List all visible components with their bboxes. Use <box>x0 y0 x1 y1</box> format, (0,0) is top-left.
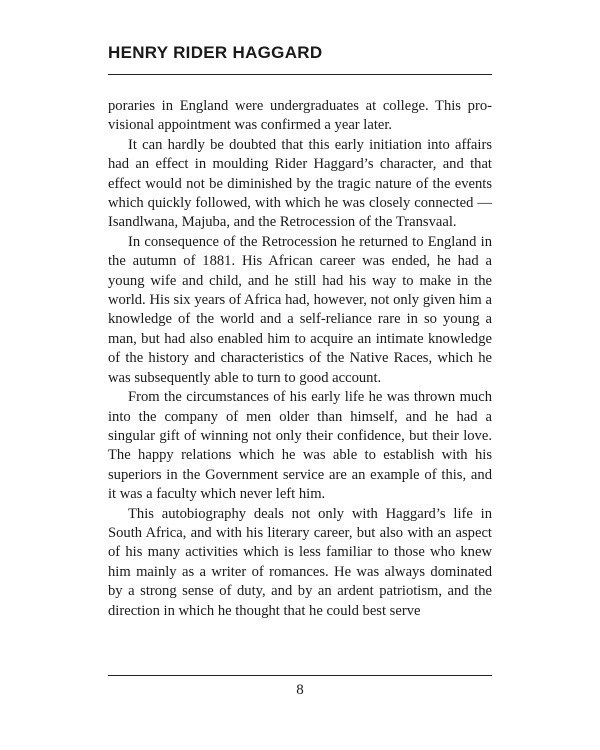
footer-rule <box>108 675 492 676</box>
paragraph-4: From the circumstances of his early life he was thrown much into the company of men older than himself, and he had a singular gift of winning not only their confidence, but their love. The happy relations which he was able to establish with his superiors in the Government service are an example of this, and it was a faculty which never left him. <box>108 389 492 503</box>
page-footer <box>108 675 492 699</box>
paragraph-1: poraries in England were undergraduates at college. This provisional appointment was confirmed a year later. <box>108 98 492 134</box>
paragraph-3: In consequence of the Retrocession he returned to England in the autumn of 1881. His African career was ended, he had a young wife and child, and he still had his way to make in the world. His six years of Africa had, however, not only given him a knowledge of the world and a self-reliance rare in so young a man, but had also enabled him to acquire an intimate knowledge of the history and characteristics of the Native Races, which he was subsequently able to turn to good account. <box>108 233 492 386</box>
paragraph-5: This autobiography deals not only with Haggard’s life in South Africa, and with his literary career, but also with an aspect of his many activities which is less familiar to those who knew him mainly as a writer of romances. He was always dominated by a strong sense of duty, and by an ardent patriotism, and the direction in which he thought that he could best serve <box>108 505 492 619</box>
paragraph-2: It can hardly be doubted that this early initiation into affairs had an effect in moulding Rider Haggard’s character, and that effect would not be diminished by the tragic nature of the events which quickly followed, with which he was closely connected — Isandlwana, Majuba, and the Retrocession of the Transvaal. <box>108 136 492 231</box>
header-rule <box>108 74 492 75</box>
page-content <box>108 40 492 621</box>
running-title: HENRY RIDER HAGGARD <box>108 43 323 62</box>
body-text <box>108 97 492 621</box>
page-number: 8 <box>296 682 304 698</box>
